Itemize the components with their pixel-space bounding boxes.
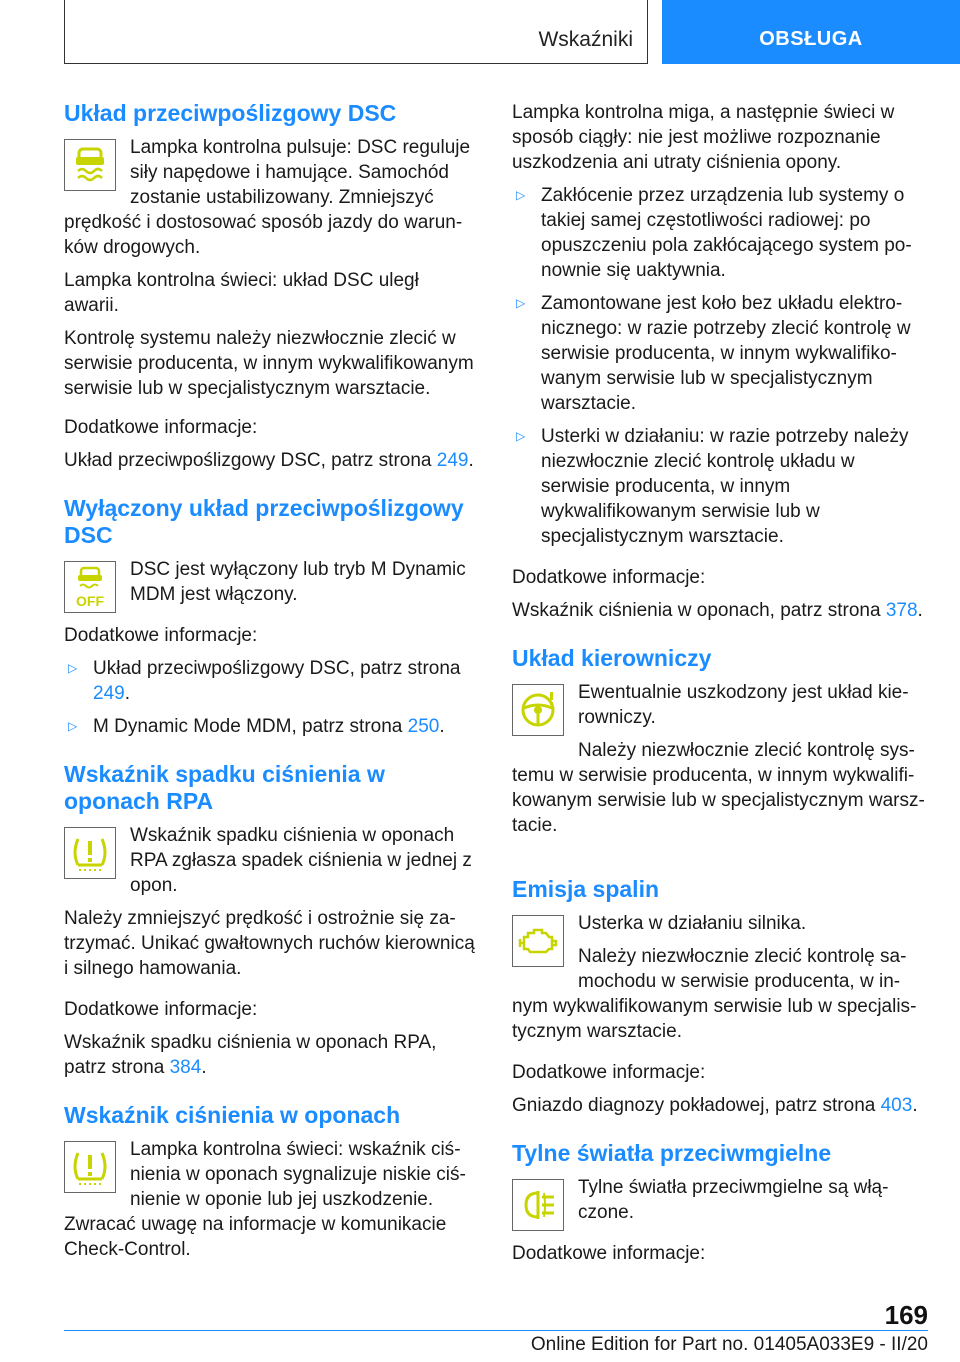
section-title-steering: Układ kierowniczy <box>512 645 712 671</box>
dsc-off-reference-list <box>64 656 478 739</box>
left-column <box>64 100 478 1284</box>
tpm-condition-list <box>512 183 928 549</box>
list-item: ▷ Układ przeciwpoślizgowy DSC, patrz strona 249. <box>64 656 478 706</box>
rpa-paragraph-2: Należy zmniejszyć prędkość i ostrożnie się zatrzymać. Unikać gwałtownych ruchów kierownicą i silnego hamowania. <box>64 908 475 979</box>
steering-paragraph-2: Należy niezwłocznie zlecić kontrolę systemu w serwisie producenta, w innym wykwalifikowanym serwisie lub w specjalistycznym warsztacie. <box>512 740 925 836</box>
dsc-reference-text: Układ przeciwpoślizgowy DSC, patrz strona <box>64 450 437 471</box>
page-number: 169 <box>884 1300 928 1330</box>
list-item: ▷ Zamontowane jest koło bez układu elektronicznego: w razie potrzeby zlecić kontrolę w serwisie producenta, w innym wykwalifikowanym serwisie lub w specjalistycznym warsztacie. <box>512 291 928 416</box>
section-tire-pressure <box>64 1102 478 1262</box>
section-dsc <box>64 100 478 473</box>
dsc-icon <box>64 139 116 191</box>
emission-paragraph-2: Należy niezwłocznie zlecić kontrolę samochodu w serwisie producenta, w innym wykwalifikowanym serwisie lub w specjalistycznym warsztacie. <box>512 946 917 1042</box>
dsc-paragraph-3: Kontrolę systemu należy niezwłocznie zlecić w serwisie producenta, w innym wykwalifikowanym serwisie lub w specjalistycznym warsztacie. <box>64 328 474 399</box>
dsc-paragraph-2: Lampka kontrolna świeci: układ DSC uległ awarii. <box>64 270 419 316</box>
footer-divider <box>64 1330 928 1331</box>
tpm-paragraph-2: Lampka kontrolna miga, a następnie świeci w sposób ciągły: nie jest możliwe rozpoznanie uszkodzenia ani utraty ciśnienia opony. <box>512 102 895 173</box>
tpm-more-info: Dodatkowe informacje: <box>512 567 706 588</box>
section-title-tire-pressure: Wskaźnik ciśnienia w oponach <box>64 1102 401 1128</box>
obd-page-link[interactable]: 403 <box>880 1095 913 1116</box>
dsc-reference: Układ przeciwpoślizgowy DSC, patrz strona 249. <box>64 450 474 471</box>
tpm-page-link[interactable]: 378 <box>885 600 918 621</box>
section-tire-pressure-continued <box>512 100 928 623</box>
dsc-page-link[interactable]: 249 <box>93 683 125 704</box>
rpa-reference: Wskaźnik spadku ciśnienia w oponach RPA, patrz strona 384. <box>64 1032 437 1078</box>
steering-icon <box>512 684 564 736</box>
dsc-page-link[interactable]: 249 <box>436 450 469 471</box>
engine-icon <box>512 915 564 967</box>
dsc-off-paragraph-1: DSC jest wyłączony lub tryb M Dynamic MDM jest włączony. <box>130 559 466 605</box>
section-title-rpa: Wskaźnik spadku ciśnienia w oponach RPA <box>64 761 385 814</box>
emission-reference-text: Gniazdo diagnozy pokładowej, patrz strona <box>512 1095 881 1116</box>
svg-text:OFF: OFF <box>76 593 104 609</box>
rpa-paragraph-1: Wskaźnik spadku ciśnienia w oponach RPA zgłasza spadek ciśnienia w jednej z opon. <box>130 825 472 896</box>
list-item-text: M Dynamic Mode MDM, patrz strona <box>93 716 408 737</box>
section-title-emission: Emisja spalin <box>512 876 660 902</box>
tire-pressure-icon <box>64 827 116 879</box>
dsc-paragraph-1: Lampka kontrolna pulsuje: DSC reguluje siły napędowe i hamujące. Samochód zostanie ustabilizowany. Zmniejszyć prędkość i dostosować sposób jazdy do warunków drogowych. <box>64 137 471 258</box>
rpa-reference-text: Wskaźnik spadku ciśnienia w oponach RPA, patrz strona <box>64 1032 437 1078</box>
fog-more-info: Dodatkowe informacje: <box>512 1243 706 1264</box>
emission-more-info: Dodatkowe informacje: <box>512 1062 706 1083</box>
list-item: ▷ M Dynamic Mode MDM, patrz strona 250. <box>64 714 478 739</box>
fog-paragraph-1: Tylne światła przeciwmgielne są włączone. <box>578 1177 889 1223</box>
dsc-off-icon <box>64 561 116 613</box>
tpm-reference: Wskaźnik ciśnienia w oponach, patrz strona 378. <box>512 600 923 621</box>
section-dsc-off <box>64 495 478 739</box>
steering-paragraph-1: Ewentualnie uszkodzony jest układ kierowniczy. <box>578 682 909 728</box>
emission-reference: Gniazdo diagnozy pokładowej, patrz strona 403. <box>512 1095 918 1116</box>
rpa-more-info: Dodatkowe informacje: <box>64 999 258 1020</box>
right-column <box>512 100 928 1288</box>
dsc-off-more-info: Dodatkowe informacje: <box>64 625 258 646</box>
list-item: ▷ Usterki w działaniu: w razie potrzeby należy niezwłocznie zlecić kontrolę układu w serwisie producenta, w innym wykwalifikowanym serwisie lub w specjalistycznym warsztacie. <box>512 424 928 549</box>
list-item-text: Układ przeciwpoślizgowy DSC, patrz strona <box>93 658 461 679</box>
section-title-dsc-off: Wyłączony układ przeciwpoślizgowy DSC <box>64 495 464 548</box>
section-rpa <box>64 761 478 1080</box>
list-item: ▷ Zakłócenie przez urządzenia lub systemy o takiej samej częstotliwości radiowej: po opuszczeniu pola zakłócającego system ponownie się uaktywnia. <box>512 183 928 283</box>
emission-paragraph-1: Usterka w działaniu silnika. <box>578 913 807 934</box>
header-chapter-tab[interactable] <box>662 0 960 64</box>
tpm-reference-text: Wskaźnik ciśnienia w oponach, patrz strona <box>512 600 886 621</box>
section-title-rear-fog: Tylne światła przeciwmgielne <box>512 1140 832 1166</box>
footer-edition: Online Edition for Part no. 01405A033E9 - II/20 <box>530 1334 928 1355</box>
tire-pressure-icon <box>64 1141 116 1193</box>
tpm-paragraph-1: Lampka kontrolna świeci: wskaźnik ciśnienia w oponach sygnalizuje niskie ciśnienie w oponie lub jej uszkodzenie. Zwracać uwagę na informacje w komunikacie Check-Control. <box>64 1139 466 1260</box>
rear-fog-icon <box>512 1179 564 1231</box>
section-steering <box>512 645 928 838</box>
mdm-page-link[interactable]: 250 <box>407 716 440 737</box>
section-title-dsc: Układ przeciwpoślizgowy DSC <box>64 100 397 126</box>
header-section-title: Wskaźniki <box>538 28 633 51</box>
section-rear-fog <box>512 1140 928 1266</box>
section-emission <box>512 860 928 1118</box>
header-chapter-label: OBSŁUGA <box>759 27 863 50</box>
dsc-more-info: Dodatkowe informacje: <box>64 417 258 438</box>
rpa-page-link[interactable]: 384 <box>169 1057 202 1078</box>
header-section-box <box>64 0 648 64</box>
